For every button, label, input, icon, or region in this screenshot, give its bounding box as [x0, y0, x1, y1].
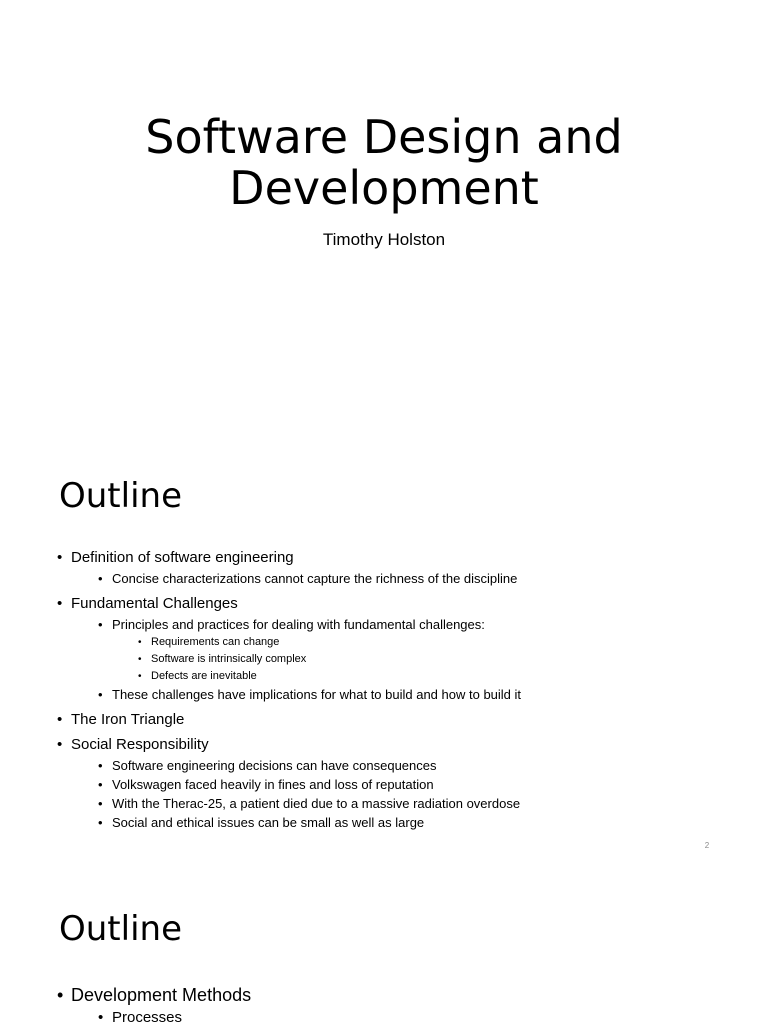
sub-bullet-text: Social and ethical issues can be small as well as large	[112, 815, 425, 830]
bullet-text: Social Responsibility	[71, 736, 209, 753]
bullet-item	[57, 594, 737, 704]
bullet-item	[57, 735, 737, 832]
sub-sub-bullet-list	[112, 634, 737, 685]
sub-sub-bullet-item	[138, 668, 737, 685]
sub-bullet-text: Volkswagen faced heavily in fines and loss of reputation	[112, 777, 434, 792]
sub-bullet-list	[71, 1007, 737, 1024]
sub-bullet-item	[98, 569, 737, 588]
sub-bullet-list	[71, 615, 737, 704]
sub-sub-bullet-item	[138, 634, 737, 651]
slide-heading: Outline	[59, 909, 183, 949]
title-line: Software Design and	[145, 110, 623, 164]
sub-bullet-text: Software engineering decisions can have consequences	[112, 758, 437, 773]
sub-bullet-item	[98, 685, 737, 704]
sub-bullet-text: These challenges have implications for what to build and how to build it	[112, 687, 522, 702]
slide-heading: Outline	[59, 476, 183, 516]
sub-bullet-item	[98, 756, 737, 775]
sub-bullet-text: Concise characterizations cannot capture the richness of the discipline	[112, 571, 518, 586]
sub-sub-bullet-text: Requirements can change	[151, 636, 280, 648]
bullet-text: Definition of software engineering	[71, 549, 294, 566]
sub-bullet-item	[98, 1007, 737, 1024]
outline-slide	[0, 433, 768, 866]
sub-bullet-item	[98, 794, 737, 813]
bullet-text: Fundamental Challenges	[71, 595, 238, 612]
sub-sub-bullet-text: Software is intrinsically complex	[151, 653, 307, 665]
sub-sub-bullet-text: Defects are inevitable	[151, 670, 257, 682]
presentation-title	[0, 112, 768, 214]
sub-bullet-item	[98, 813, 737, 832]
bullet-item	[57, 548, 737, 588]
sub-bullet-list	[71, 569, 737, 588]
sub-bullet-item	[98, 775, 737, 794]
bullet-text: The Iron Triangle	[71, 711, 185, 728]
sub-bullet-text: Processes	[112, 1009, 183, 1024]
page-number: 2	[704, 841, 710, 850]
sub-bullet-text: Principles and practices for dealing with fundamental challenges:	[112, 617, 485, 632]
sub-bullet-item	[98, 615, 737, 685]
bullet-list	[57, 983, 737, 1024]
sub-bullet-list	[71, 756, 737, 832]
presentation-author: Timothy Holston	[322, 230, 446, 249]
bullet-item	[57, 710, 737, 729]
title-line: Development	[229, 161, 539, 215]
bullet-list	[57, 548, 737, 832]
sub-sub-bullet-item	[138, 651, 737, 668]
bullet-text: Development Methods	[71, 985, 252, 1005]
bullet-item	[57, 983, 737, 1024]
outline-slide	[0, 866, 768, 1024]
title-slide	[0, 0, 768, 433]
sub-bullet-text: With the Therac-25, a patient died due to a massive radiation overdose	[112, 796, 521, 811]
